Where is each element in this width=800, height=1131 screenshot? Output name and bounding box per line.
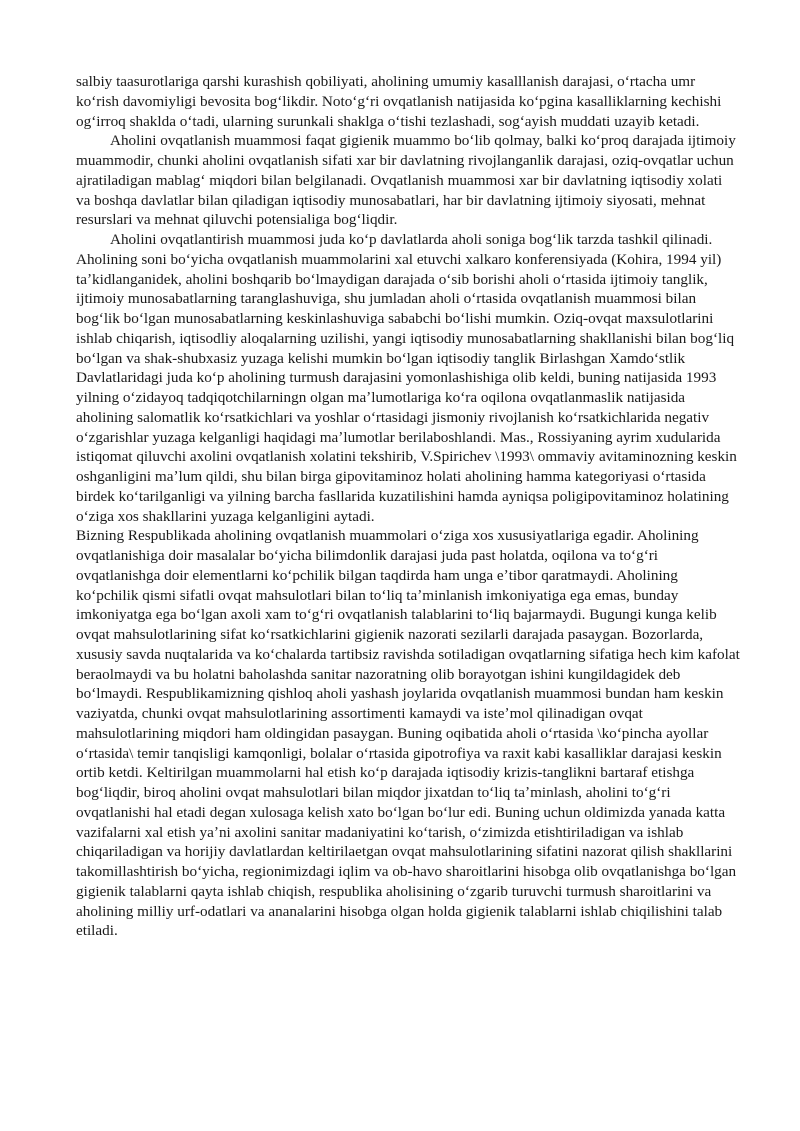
paragraph-2: Aholini ovqatlanish muammosi faqat gigienik muammo boʻlib qolmay, balki koʻproq darajada ijtimoiy muammodir, chunki aholini ovqatlanish sifati xar bir davlatning rivojlanganlik darajasi, oziq-ovqatlar uchun ajratiladigan mablagʻ miqdori bilan belgilanadi. Ovqatlanish muammosi xar bir davlatning iqtisodiy xolati va boshqa davlatlar bilan qiladigan iqtisodiy munosabatlari, har bir davlatning ijtimoiy siyosati, mehnat resurslari va mehnat qiluvchi potensialiga bogʻliqdir. (76, 132, 736, 229)
paragraph-4: Bizning Respublikada aholining ovqatlanish muammolari oʻziga xos xususiyatlariga egadir. Aholining ovqatlanishiga doir masalalar boʻyicha bilimdonlik darajasi juda past holatda, oqilona va toʻgʻri ovqatlanishga doir elementlarni koʻpchilik bilgan taqdirda ham unga eʼtibor qaratmaydi. Aholining koʻpchilik qismi sifatli ovqat mahsulotlari bilan toʻliq taʼminlanish imkoniyatiga ega emas, bunday imkoniyatga ega boʻlgan axoli xam toʻgʻri ovqatlanish talablarini toʻliq bajarmaydi. Bugungi kunga kelib ovqat mahsulotlarining sifat koʻrsatkichlarini gigienik nazorati sezilarli darajada pasaygan. Bozorlarda, xususiy savda nuqtalarida va koʻchalarda tartibsiz ravishda sotiladigan ovqatlarning sifatiga hech kim kafolat beraolmaydi va bu holatni baholashda sanitar nazoratning olib borayotgan ishini kungildagidek deb boʻlmaydi. Respublikamizning qishloq aholi yashash joylarida ovqatlanish muammosi bundan ham keskin vaziyatda, chunki ovqat mahsulotlarining assortimenti kamaydi va isteʼmol qilinadigan ovqat mahsulotlarining miqdori ham oldingidan pasaygan. Buning oqibatida aholi oʻrtasida \koʻpincha ayollar oʻrtasida\ temir tanqisligi kamqonligi, bolalar oʻrtasida gipotrofiya va raxit kabi kasalliklar darajasi keskin ortib ketdi. Keltirilgan muammolarni hal etish koʻp darajada iqtisodiy krizis-tanglikni bartaraf etishga bogʻliqdir, biroq aholini ovqat mahsulotlari bilan miqdor jixatdan toʻliq taʼminlash, aholini toʻgʻri ovqatlanishi hal etadi degan xulosaga kelish xato boʻlgan boʻlur edi. Buning uchun oldimizda yanada katta vazifalarni xal etish yaʼni axolini sanitar madaniyatini koʻtarish, oʻzimizda etishtiriladigan va ishlab chiqariladigan va horijiy davlatlardan keltirilaetgan ovqat mahsulotlarining sifatini nazorat qilish shakllarini takomillashtirish boʻyicha, regionimizdagi iqlim va ob-havo sharoitlarini hisobga olib ovqatlanishga boʻlgan gigienik talablarni qayta ishlab chiqish, respublika aholisining oʻzgarib turuvchi turmush sharoitlarini va aholining milliy urf-odatlari va ananalarini hisobga olgan holda gigienik talablarni ishlab chiqilishini talab etiladi. (76, 527, 740, 940)
paragraph-1: salbiy taasurotlariga qarshi kurashish qobiliyati, aholining umumiy kasalllanish darajasi, oʻrtacha umr koʻrish davomiyligi bevosita bogʻlikdir. Notoʻgʻri ovqatlanish natijasida koʻpgina kasalliklarning kechishi ogʻirroq shaklda oʻtadi, ularning surunkali shaklga oʻtishi tezlashadi, sogʻayish muddati uzayib ketadi. (76, 73, 722, 130)
paragraph-3: Aholini ovqatlantirish muammosi juda koʻp davlatlarda aholi soniga bogʻlik tarzda tashkil qilinadi. Aholining soni boʻyicha ovqatlanish muammolarini xal etuvchi xalkaro konferensiyada (Kohira, 1994 yil) taʼkidlanganidek, aholini boshqarib boʻlmaydigan darajada oʻsib borishi aholi oʻrtasida ijtimoiy tanglik, ijtimoiy munosabatlarning taranglashuviga, shu jumladan aholi oʻrtasida ovqatlanish muammosi bilan bogʻlik boʻlgan munosabatlarning keskinlashuviga sababchi boʻlishi mumkin. Oziq-ovqat maxsulotlarini ishlab chiqarish, iqtisodliy aloqalarning uzilishi, yangi iqtisodiy munosabatlarning shakllanishi bilan bogʻliq boʻlgan va shak-shubxasiz yuzaga kelishi mumkin boʻlgan iqtisodiy tanglik Birlashgan Xamdoʻstlik Davlatlaridagi juda koʻp aholining turmush darajasini yomonlashishiga olib keldi, buning natijasida 1993 yilning oʻzidayoq tadqiqotchilarningn olgan maʼlumotlariga koʻra oqilona ovqatlanmaslik natijasida aholining salomatlik koʻrsatkichlari va yoshlar oʻrtasidagi jismoniy rivojlanish koʻrsatkichlarida negativ oʻzgarishlar yuzaga kelganligi haqidagi maʼlumotlar berilaboshlandi. Mas., Rossiyaning ayrim xudularida istiqomat qiluvchi axolini ovqatlanish xolatini tekshirib, V.Spirichev \1993\ ommaviy avitaminozning keskin oshganligini maʼlum qildi, shu bilan birga gipovitaminoz holati aholining hamma kategoriyasi oʻrtasida birdek koʻtarilganligi va yilning barcha fasllarida kuzatilishini hamda ayniqsa poligipovitaminoz holatining oʻziga xos shakllarini yuzaga kelganligini aytadi. (76, 231, 737, 525)
document-page (76, 72, 740, 941)
